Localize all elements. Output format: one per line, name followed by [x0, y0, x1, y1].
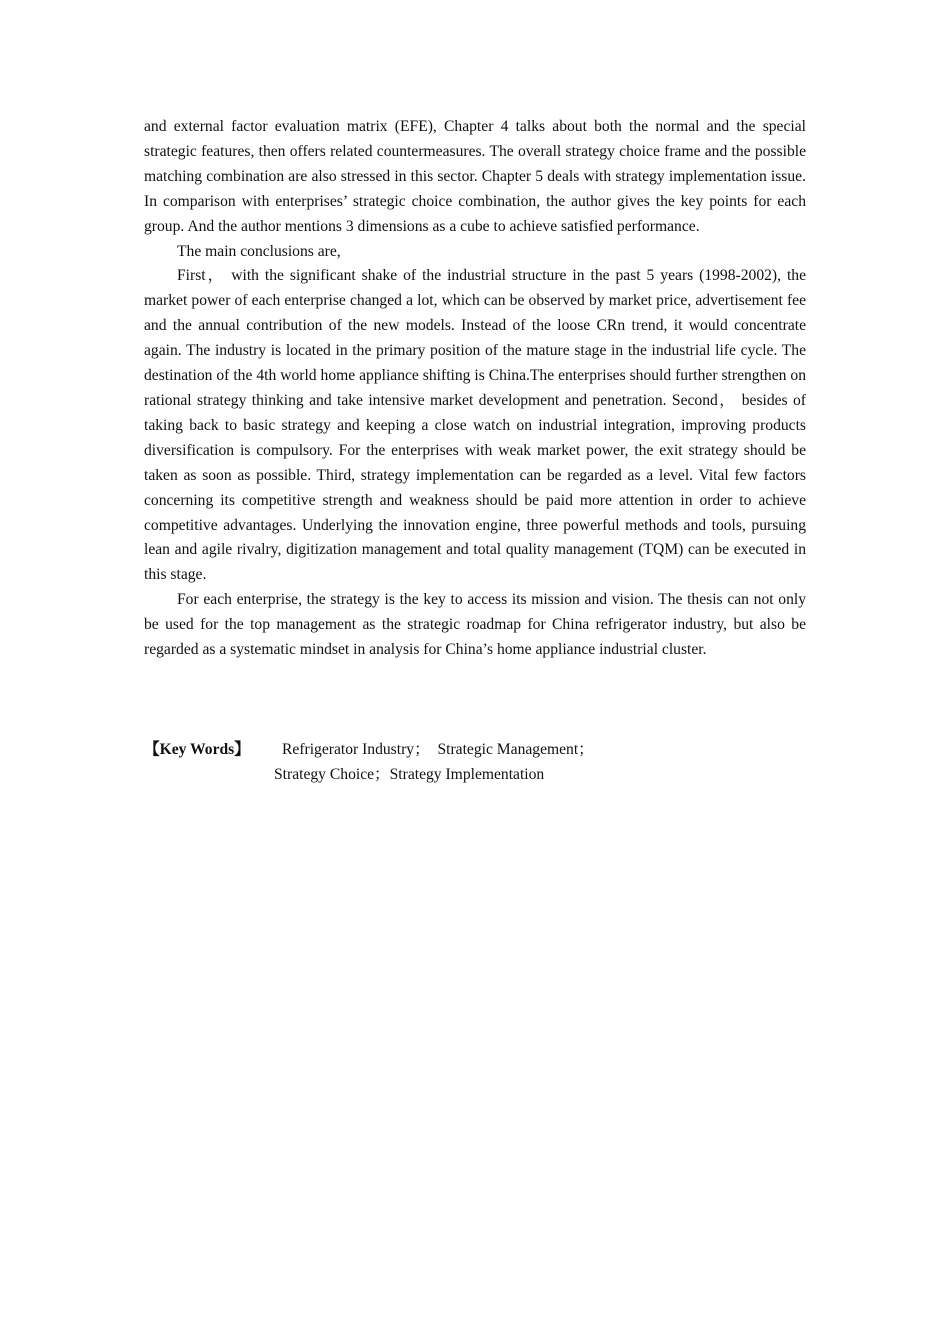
keywords-label: 【Key Words】	[144, 741, 250, 758]
keywords-section	[144, 738, 806, 788]
paragraph-conclusions-intro: The main conclusions are,	[177, 242, 341, 260]
abstract-body	[144, 115, 806, 663]
paragraph-conclusions: First， with the significant shake of the industrial structure in the past 5 years (1998-2002), the market power of each enterprise changed a lot, which can be observed by market price, advertisement fee and the annual contribution of the new models. Instead of the loose CRn trend, it would concentrate again. The industry is located in the primary position of the mature stage in the industrial life cycle. The destination of the 4th world home appliance shifting is China.The enterprises should further strengthen on rational strategy thinking and take intensive market development and penetration. Second， besides of taking back to basic strategy and keeping a close watch on industrial integration, improving products diversification is compulsory. For the enterprises with weak market power, the exit strategy should be taken as soon as possible. Third, strategy implementation can be regarded as a level. Vital few factors concerning its competitive strength and weakness should be paid more attention in order to achieve competitive advantages. Underlying the innovation engine, three powerful methods and tools, pursuing lean and agile rivalry, digitization management and total quality management (TQM) can be executed in this stage.	[144, 267, 806, 584]
keywords-line-1	[144, 738, 806, 763]
paragraph-summary: For each enterprise, the strategy is the key to access its mission and vision. The thesis can not only be used for the top management as the strategic roadmap for China refrigerator industry, but also be regarded as a systematic mindset in analysis for China’s home appliance industrial cluster.	[144, 591, 806, 659]
paragraph-chapters: and external factor evaluation matrix (EFE), Chapter 4 talks about both the normal and the special strategic features, then offers related countermeasures. The overall strategy choice frame and the possible matching combination are also stressed in this sector. Chapter 5 deals with strategy implementation issue. In comparison with enterprises’ strategic choice combination, the author gives the key points for each group. And the author mentions 3 dimensions as a cube to achieve satisfied performance.	[144, 118, 806, 235]
keywords-list-1: Refrigerator Industry； Strategic Management；	[282, 741, 594, 758]
keywords-line-2	[144, 763, 806, 788]
keywords-list-2: Strategy Choice；Strategy Implementation	[274, 765, 545, 783]
